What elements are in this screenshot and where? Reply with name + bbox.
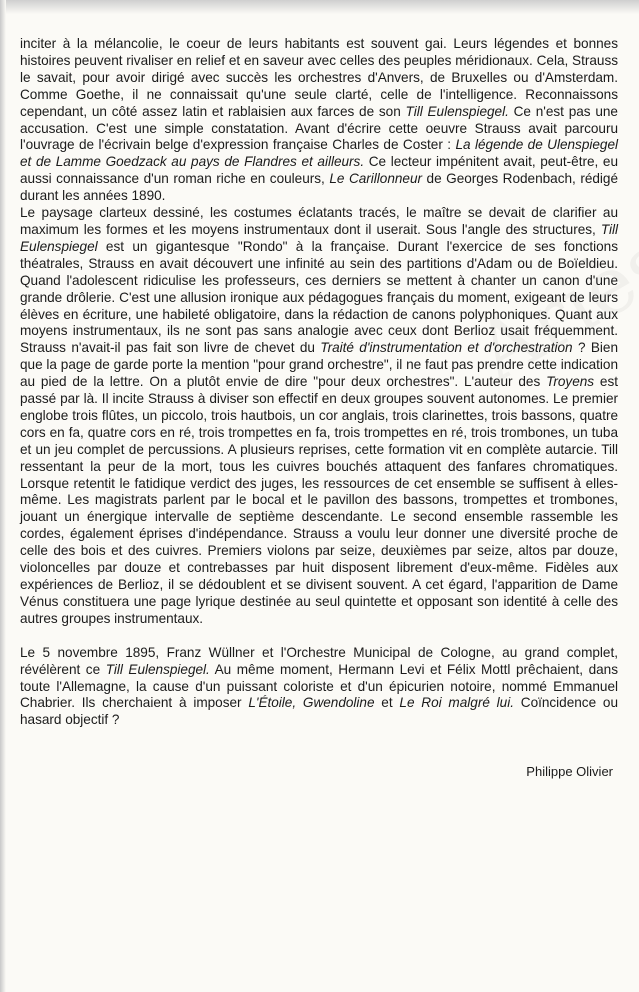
paragraph-1 — [20, 36, 618, 205]
page-edge-shadow — [0, 0, 639, 14]
text-run: est un gigantesque "Rondo" à la française. Durant l'exercice de ses fonctions théatrales, Strauss en avait découvert une infinité au sein des partitions d'Adam ou de Boïeldieu. Quand l'adolescent ridiculise les professeurs, ces derniers se mettent à chanter un canon d'une grande drôlerie. C'est une allusion ironique aux pédagogues français du moment, exigeant de leurs élèves en écriture, une habileté obligatoire, dans la rédaction de canons polyphoniques. Quant aux moyens instrumentaux, ils ne sont pas sans analogie avec ceux dont Berlioz usait fréquemment. Strauss n'avait-il pas fait son livre de chevet du — [20, 238, 618, 356]
text-run: Ce lecteur impénitent avait, peut-être, eu aussi connaissance d'un roman riche en couleurs, — [20, 154, 618, 187]
text-run: Le 5 novembre 1895, Franz Wüllner et l'Orchestre Municipal de Cologne, au grand complet, révélèrent ce — [20, 644, 618, 677]
article-body — [20, 36, 618, 729]
text-run: de Georges Rodenbach, rédigé durant les années 1890. — [20, 171, 619, 204]
italic-title-text: La légende de Ulenspiegel et de Lamme Goedzack au pays de Flandres et ailleurs. — [20, 137, 618, 170]
italic-title-text: Till Eulenspiegel — [20, 221, 618, 254]
italic-title-text: L'Étoile, Gwendoline — [248, 695, 375, 711]
italic-title-text: Traité d'instrumentation et d'orchestration — [320, 340, 573, 356]
text-run: et — [374, 695, 400, 711]
text-run: Au même moment, Hermann Levi et Félix Mottl prêchaient, dans toute l'Allemagne, la cause d'un puissant coloriste et d'un épicurien notoire, nommé Emmanuel Chabrier. Ils cherchaient à imposer — [20, 661, 618, 711]
text-run: inciter à la mélancolie, le coeur de leurs habitants est souvent gai. Leurs légendes et bonnes histoires peuvent rivaliser en relief et en saveur avec celles des peuples méridionaux. Cela, Strauss le savait, pour avoir dirigé avec succès les orchestres d'Anvers, de Bruxelles ou d'Amsterdam. Comme Goethe, il ne connaissait qu'une seule clarté, celle de l'intelligence. Reconnaissons cependant, un côté assez latin et rablaisien aux farces de son — [20, 36, 618, 119]
text-run: Le paysage clarteux dessiné, les costumes éclatants tracés, le maître se devait de clarifier au maximum les formes et les moyens instrumentaux dont il userait. Sous l'angle des structures, — [20, 205, 618, 237]
paragraph-2 — [20, 205, 618, 628]
text-run: est passé par là. Il incite Strauss à diviser son effectif en deux groupes souvent autonomes. Le premier englobe trois flûtes, un piccolo, trois hautbois, un cor anglais, trois clarinettes, trois bassons, quatre cors en fa, quatre cors en ré, trois trompettes en fa, trois trompettes en ré, trois trombones, un tuba et un jeu complet de percussions. A plusieurs reprises, cette formation vit en complète autarcie. Till ressentant la peur de la mort, tous les cuivres bouchés attaquent des fanfares chromatiques. Lorsque retentit le fatidique verdict des juges, les ressources de cet ensemble se suffisent à elles-même. Les magistrats parlent par le bocal et le pavillon des bassons, trompettes et trombones, jouant un énergique intervalle de septième descendante. Le second ensemble rassemble les cordes, également éprises d'indépendance. Strauss a voulu leur donner une diversité proche de celle des bois et des cuivres. Premiers violons par seize, deuxièmes par seize, altos par douze, violoncelles par douze et contrebasses par huit disposent librement d'eux-même. Fidèles aux expériences de Berlioz, il se dédoublent et se divisent souvent. A cet égard, l'apparition de Dame Vénus constituera une page lyrique destinée au seul quintette et opposant son identité à celle des autres groupes instrumentaux. — [20, 374, 618, 626]
italic-title-text: Troyens — [546, 374, 595, 390]
italic-title-text: Le Carillonneur — [329, 171, 422, 187]
text-run: Ce n'est pas une accusation. C'est une simple constatation. Avant d'écrire cette oeuvre Strauss avait parcouru l'ouvrage de l'écrivain belge d'expression française Charles de Coster : — [20, 103, 618, 153]
italic-title-text: Till Eulenspiegel. — [105, 661, 210, 677]
italic-title-text: Till Eulenspiegel. — [405, 103, 509, 119]
author-signature: Philippe Olivier — [526, 764, 613, 779]
italic-title-text: Le Roi malgré lui. — [399, 695, 514, 711]
text-run: Coïncidence ou hasard objectif ? — [20, 695, 619, 728]
page-edge-shadow-left — [0, 0, 6, 992]
paragraph-3 — [20, 645, 618, 730]
text-run: ? Bien que la page de garde porte la mention "pour grand orchestre", il ne faut pas prendre cette indication au pied de la lettre. On a plutôt envie de dire "pour deux orchestres". L'auteur des — [20, 340, 618, 390]
